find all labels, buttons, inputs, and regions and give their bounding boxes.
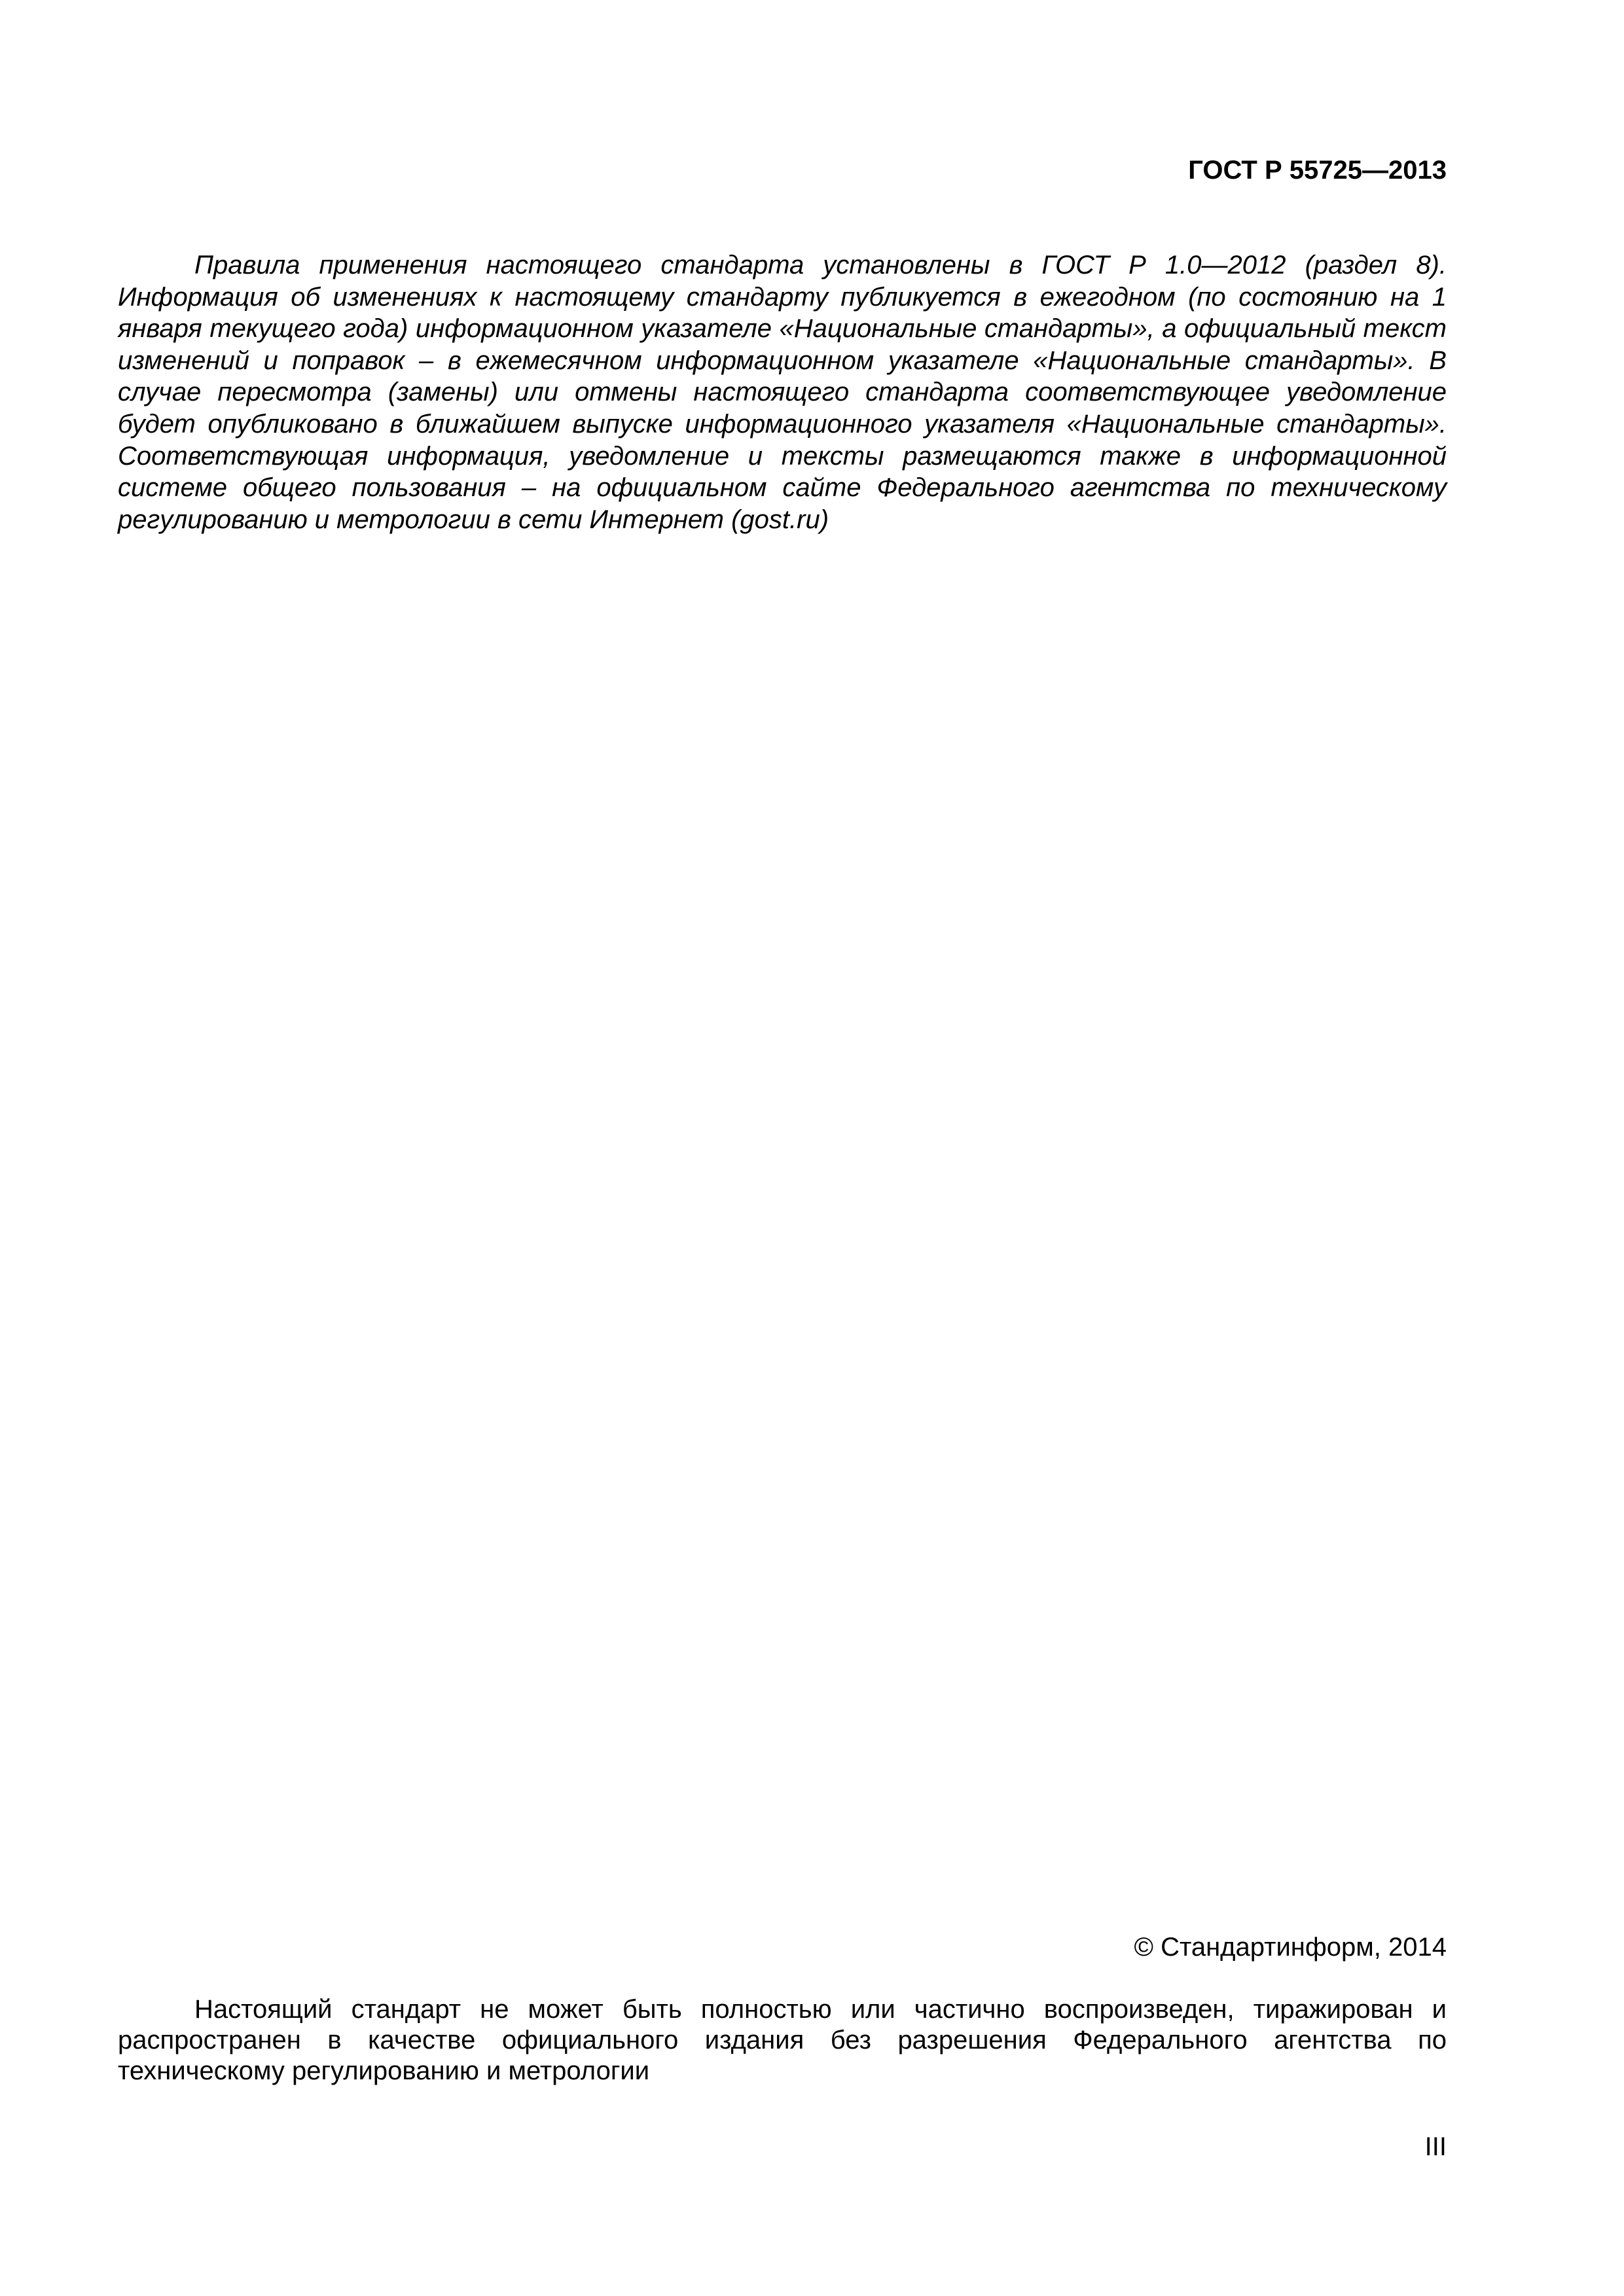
- copyright-notice: © Стандартинформ, 2014: [1134, 1933, 1447, 1962]
- legal-notice: Настоящий стандарт не может быть полностью или частично воспроизведен, тиражирован и распространен в качестве официального издания без разрешения Федерального агентства по техническому регулированию и метрологии: [118, 1995, 1447, 2085]
- page-number: III: [1424, 2132, 1447, 2161]
- rules-paragraph: Правила применения настоящего стандарта установлены в ГОСТ Р 1.0—2012 (раздел 8). Информация об изменениях к настоящему стандарту публикуется в ежегодном (по состоянию на 1 января текущего года) информационном указателе «Национальные стандарты», а официальный текст изменений и поправок – в ежемесячном информационном указателе «Национальные стандарты». В случае пересмотра (замены) или отмены настоящего стандарта соответствующее уведомление будет опубликовано в ближайшем выпуске информационного указателя «Национальные стандарты». Соответствующая информация, уведомление и тексты размещаются также в информационной системе общего пользования – на официальном сайте Федерального агентства по техническому регулированию и метрологии в сети Интернет (gost.ru): [118, 251, 1447, 534]
- document-code: ГОСТ Р 55725—2013: [1188, 156, 1447, 185]
